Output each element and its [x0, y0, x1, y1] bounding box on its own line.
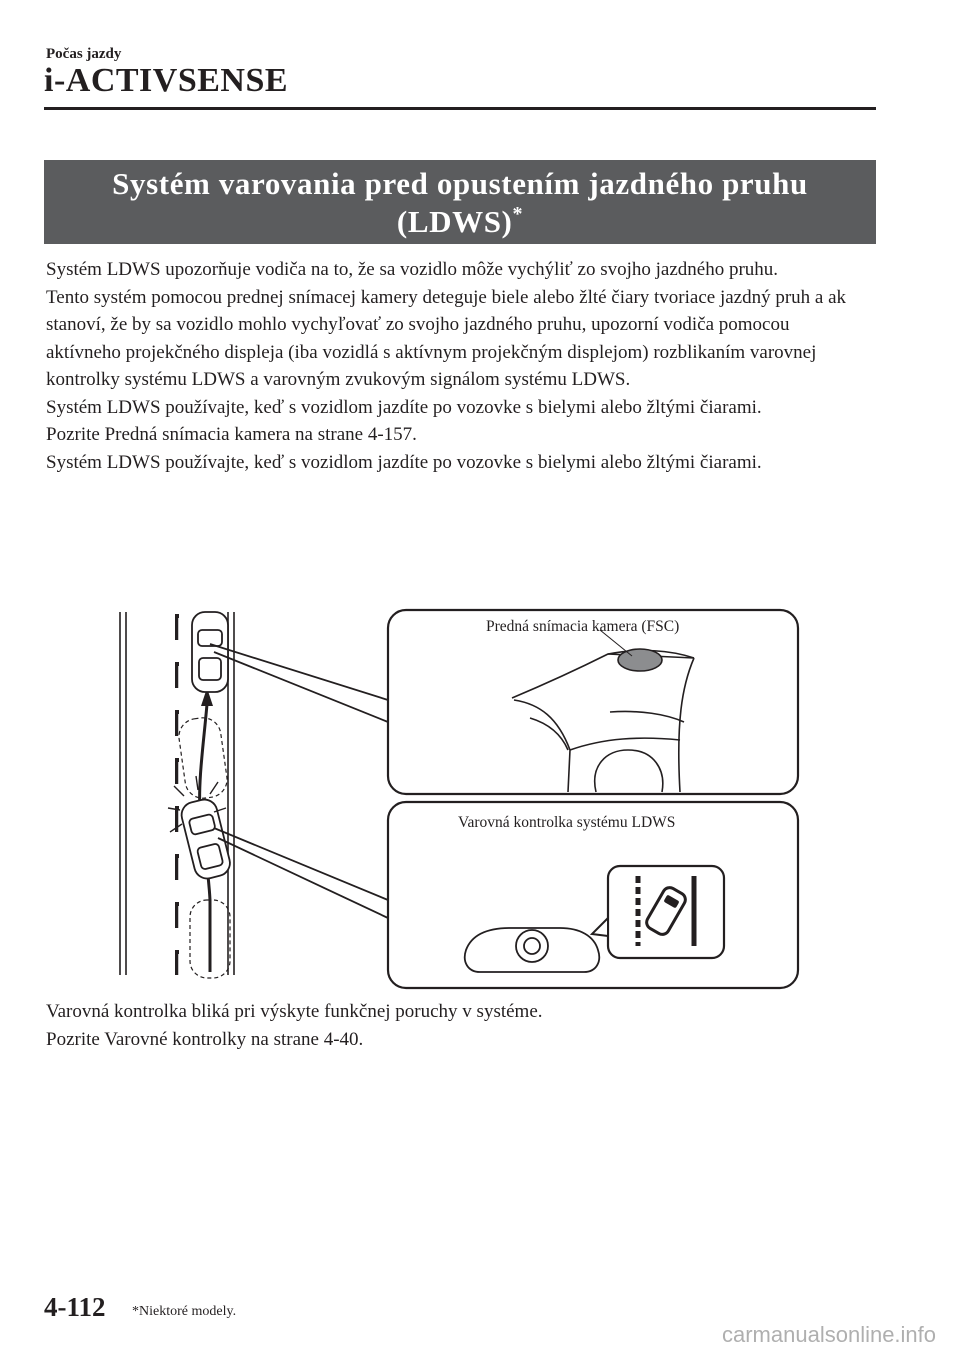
paragraph: Tento systém pomocou prednej snímacej kamery deteguje biele alebo žlté čiary tvoriace jazdný pruh a ak stanoví, že by sa vozidlo mohlo vychyľovať zo svojho jazdného pruhu, upozorní vodiča pomocou aktívneho projekčného displeja (iba vozidlá s aktívnym projekčným displejom) rozblikaním varovnej kontrolky systému LDWS a varovným zvukovým signálom systému LDWS.	[46, 286, 847, 390]
vehicle-drifting-view	[179, 797, 233, 881]
page-title-line-1: Systém varovania pred opustením jazdného pruhu	[112, 166, 808, 201]
footnote: *Niektoré modely.	[132, 1304, 237, 1319]
paragraph-cross-reference: Pozrite Varovné kontrolky na strane 4-40.	[46, 1028, 364, 1050]
breadcrumb: Počas jazdy	[46, 46, 122, 62]
page-number: 4-112	[44, 1292, 106, 1322]
paragraph: Varovná kontrolka bliká pri výskyte funkčnej poruchy v systéme.	[46, 1001, 543, 1022]
camera-callout-pointer	[210, 644, 388, 722]
front-camera-icon	[618, 649, 662, 671]
paragraph: Systém LDWS používajte, keď s vozidlom jazdíte po vozovke s bielymi alebo žltými čiarami.	[46, 451, 762, 473]
optional-equipment-marker: *	[512, 203, 524, 225]
paragraph: Systém LDWS používajte, keď s vozidlom jazdíte po vozovke s bielymi alebo žltými čiarami.	[46, 396, 762, 418]
camera-callout-label: Predná snímacia kamera (FSC)	[486, 618, 680, 635]
vehicle-top-view	[192, 612, 228, 692]
section-title: i-ACTIVSENSE	[44, 62, 289, 99]
page-title-line-2	[44, 203, 876, 241]
ldws-illustration-drawing	[110, 600, 810, 990]
indicator-callout-label: Varovná kontrolka systému LDWS	[458, 814, 676, 831]
ldws-illustration	[110, 600, 810, 990]
header-divider	[44, 107, 876, 110]
paragraph: Systém LDWS upozorňuje vodiča na to, že sa vozidlo môže vychýliť zo svojho jazdného pruhu.	[46, 259, 779, 280]
page-title-box	[44, 160, 876, 244]
watermark: carmanualsonline.info	[722, 1322, 937, 1347]
paragraph-cross-reference: Pozrite Predná snímacia kamera na strane 4-157.	[46, 424, 417, 445]
instrument-cluster-icon	[465, 928, 599, 972]
camera-callout-frame	[388, 610, 798, 794]
page-title-abbreviation: (LDWS)	[396, 204, 513, 239]
post-figure-text	[46, 998, 866, 1053]
indicator-callout-pointer	[214, 828, 388, 918]
body-text	[46, 256, 866, 476]
